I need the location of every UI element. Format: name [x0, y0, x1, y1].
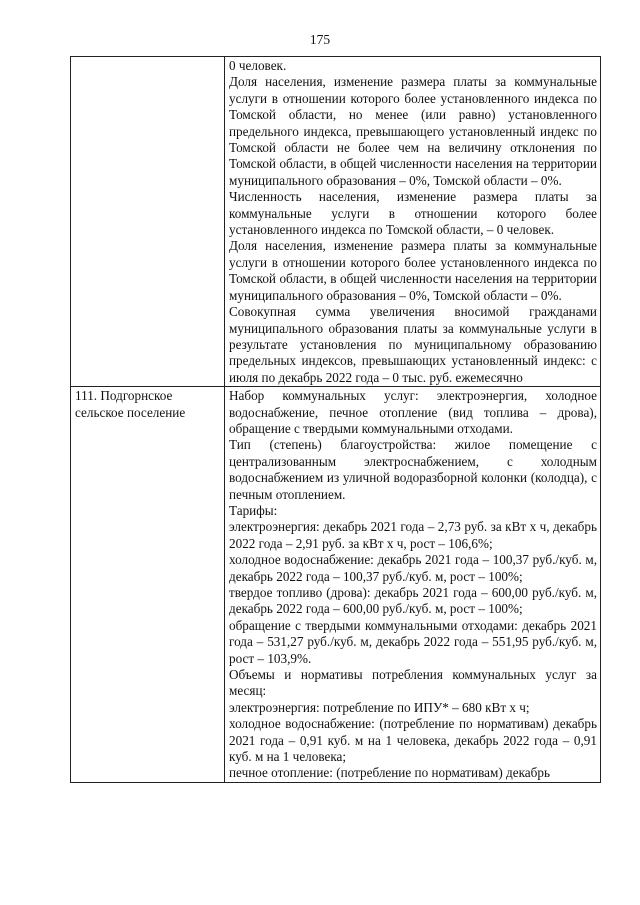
paragraph: Тип (степень) благоустройства: жилое помещение с централизованным электроснабжением, с холодным водоснабжением из уличной водоразборной колонки (колодца), с печным отоплением.	[229, 437, 597, 502]
paragraph: твердое топливо (дрова): декабрь 2021 года – 600,00 руб./куб. м, декабрь 2022 года – 600,00 руб./куб. м, рост – 100%;	[229, 585, 597, 617]
paragraph: электроэнергия: потребление по ИПУ* – 680 кВт х ч;	[229, 699, 530, 715]
paragraph: Доля населения, изменение размера платы за коммунальные услуги в отношении которого более установленного индекса по Томской области, в общей численности населения на территории муниципального образования – 0%, Томской области – 0%.	[229, 238, 597, 303]
page-number: 175	[309, 32, 331, 47]
paragraph: Тарифы:	[229, 502, 278, 518]
paragraph: печное отопление: (потребление по нормативам) декабрь	[229, 765, 550, 781]
paragraph: Объемы и нормативы потребления коммунальных услуг за месяц:	[229, 667, 597, 699]
paragraph: Совокупная сумма увеличения вносимой гражданами муниципального образования платы за коммунальные услуги в результате установления по муниципальному образованию предельных индексов, превышающих установленный индекс: с июля по декабрь 2022 года – 0 тыс. руб. ежемесячно	[229, 304, 597, 385]
details-cell	[225, 57, 601, 387]
paragraph: 0 человек.	[229, 58, 287, 73]
table-row	[71, 387, 601, 783]
indices-table	[70, 56, 601, 783]
paragraph: Численность населения, изменение размера платы за коммунальные услуги в отношении которого более установленного индекса по Томской области, – 0 человек.	[229, 189, 597, 238]
settlement-cell	[71, 57, 225, 387]
paragraph: холодное водоснабжение: (потребление по нормативам) декабрь 2021 года – 0,91 куб. м на 1 человека, декабрь 2022 года – 0,91 куб. м на 1 человека;	[229, 716, 597, 765]
paragraph: обращение с твердыми коммунальными отходами: декабрь 2021 года – 531,27 руб./куб. м, декабрь 2022 года – 551,95 руб./куб. м, рост – 103,9%.	[229, 617, 597, 666]
paragraph: Доля населения, изменение размера платы за коммунальные услуги в отношении которого более установленного индекса по Томской области, но менее (или равно) установленного предельного индекса, превышающего установленный индекс по Томской области не более чем на величину отклонения по Томской области, в общей численности населения на территории муниципального образования – 0%, Томской области – 0%.	[229, 74, 597, 188]
paragraph: Набор коммунальных услуг: электроэнергия, холодное водоснабжение, печное отопление (вид топлива – дрова), обращение с твердыми коммунальными отходами.	[229, 388, 597, 436]
details-cell	[225, 387, 601, 783]
settlement-cell: 111. Подгорнское сельское поселение	[71, 387, 225, 783]
paragraph: электроэнергия: декабрь 2021 года – 2,73 руб. за кВт х ч, декабрь 2022 года – 2,91 руб. за кВт х ч, рост – 106,6%;	[229, 519, 597, 551]
paragraph: холодное водоснабжение: декабрь 2021 года – 100,37 руб./куб. м, декабрь 2022 года – 100,37 руб./куб. м, рост – 100%;	[229, 552, 597, 584]
table-row	[71, 57, 601, 387]
